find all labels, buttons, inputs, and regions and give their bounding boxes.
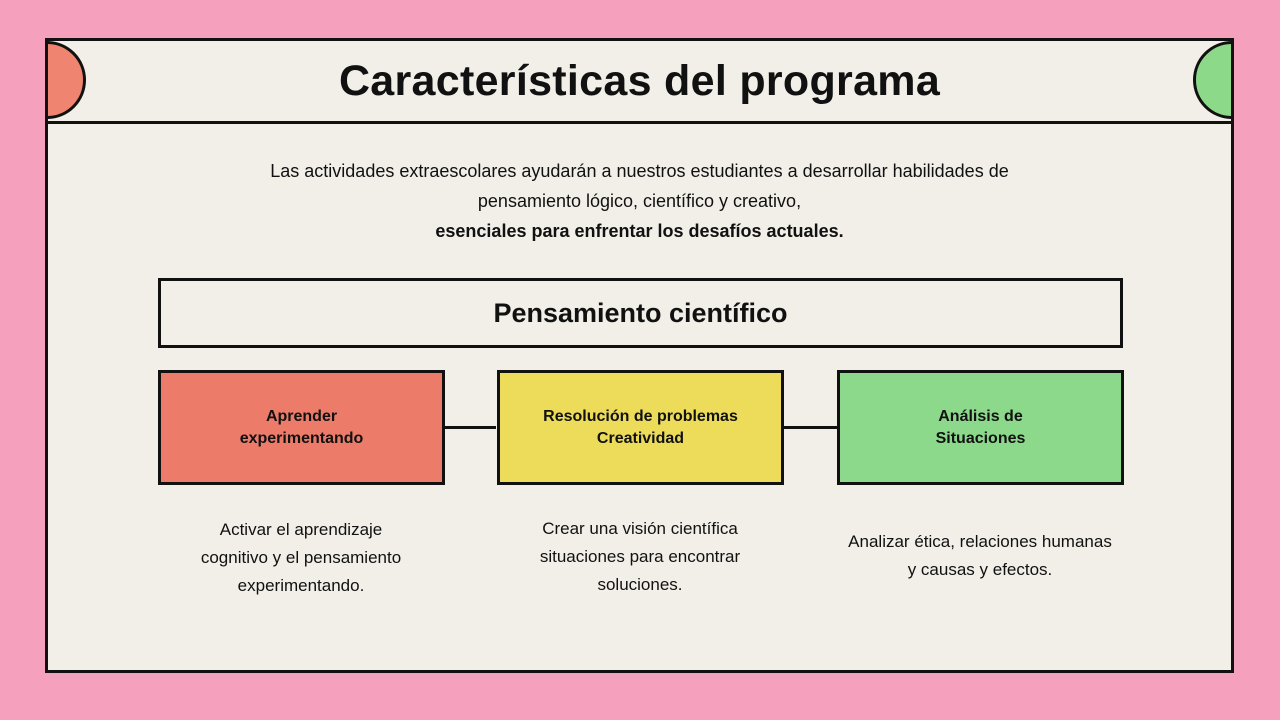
desc-line: y causas y efectos. — [907, 560, 1053, 579]
card-analisis — [837, 370, 1124, 485]
card-description — [490, 515, 790, 599]
card-description — [830, 528, 1130, 584]
desc-line: situaciones para encontrar — [539, 547, 741, 566]
slide-frame — [45, 38, 1234, 673]
intro-line: pensamiento lógico, científico y creativo, — [477, 191, 802, 211]
desc-line: cognitivo y el pensamiento — [200, 548, 402, 567]
desc-line: soluciones. — [597, 575, 683, 594]
header-band — [48, 41, 1231, 124]
intro-text — [48, 156, 1231, 246]
desc-line: Activar el aprendizaje — [219, 520, 383, 539]
connector-line — [444, 426, 496, 429]
connector-line — [783, 426, 837, 429]
card-title: Análisis de — [938, 407, 1023, 425]
card-aprender — [158, 370, 445, 485]
intro-line-bold: esenciales para enfrentar los desafíos actuales. — [435, 221, 844, 241]
intro-line: Las actividades extraescolares ayudarán a nuestros estudiantes a desarrollar habilidades de — [270, 161, 1009, 181]
card-title: Resolución de problemas — [543, 407, 738, 425]
card-title: experimentando — [239, 429, 364, 447]
card-description — [151, 516, 451, 600]
card-resolucion — [497, 370, 784, 485]
desc-line: Analizar ética, relaciones humanas — [848, 532, 1112, 551]
card-title: Aprender — [265, 407, 338, 425]
main-topic-box: Pensamiento científico — [158, 278, 1123, 348]
card-title: Creatividad — [596, 429, 685, 447]
slide-title: Características del programa — [338, 57, 941, 105]
card-title: Situaciones — [935, 429, 1026, 447]
desc-line: experimentando. — [237, 576, 365, 595]
desc-line: Crear una visión científica — [542, 519, 738, 538]
